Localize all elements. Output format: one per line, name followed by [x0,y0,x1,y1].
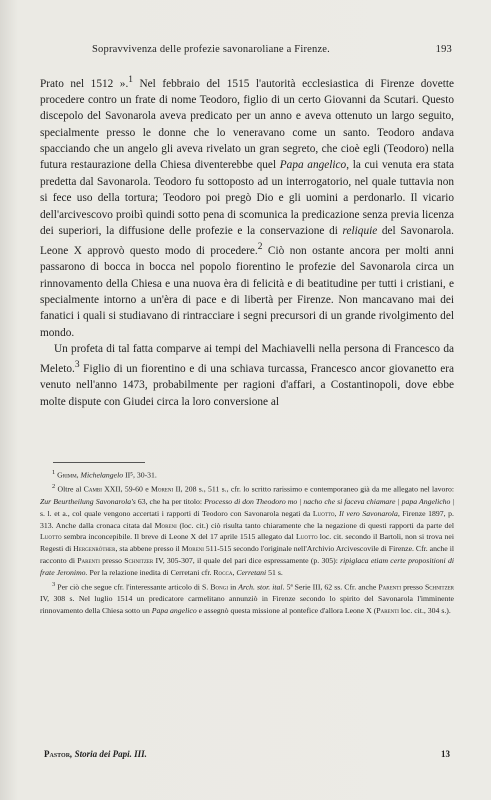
italic-title: Il vero Savonarola [339,508,398,518]
author-name: Parenti [77,556,100,566]
footnote [40,481,454,578]
page-number: 193 [435,44,452,55]
text-run: Per la relazione inedita di Cerretani cfr. [87,567,214,577]
author-name: Moreni [150,485,174,494]
italic-title: Processo di don Theodoro mo | nacho che si faceva chiamare | papa Angelicho [204,496,451,506]
author-name: Luotto [312,508,335,518]
footnote-number: 3 [52,580,56,588]
text-run: sembra inconcepibile. Il breve di Leone X del 17 aprile 1515 allegato dal [61,532,296,542]
text-run: II⁵, 30-31. [123,470,157,480]
text-run: presso [401,582,425,592]
text-run: 5ª Serie III, 62 ss. Cfr. anche [284,582,379,592]
main-text [40,72,454,410]
text-run: loc. cit., 304 s.). [398,606,451,616]
author-name: Moreni [181,544,204,554]
text-run: , [232,567,237,577]
author-name: S. Bongi [202,582,229,592]
text-run: (loc. cit.) ciò risulta tanto chiaramente che la negazione di questi rapporti da parte del [176,520,454,530]
footnote [40,467,454,481]
paragraph [40,72,454,341]
footnote-ref: 3 [74,360,80,371]
text-run: II, 208 s., 511 s., cfr. lo scritto rarissimo e contemporaneo già da me allegato nel lavoro: [173,485,454,494]
text-run: loc. cit. secondo il Bartoli, non si trova nei Regesti di [40,532,454,554]
book-title: , Storia dei Papi. III. [70,749,147,759]
italic-term: Papa angelico [279,159,347,172]
italic-title: Arch. stor. ital. [238,582,285,592]
text-run: IV, 305-307, il quale del pari dice espressamente (p. 305): [153,556,341,566]
author-name: Hergenröther [73,544,116,554]
text-run: del Savonarola. Leone X approvò questo modo di procedere. [40,224,454,257]
source-line [44,749,147,759]
footnote [40,579,454,617]
text-run: Oltre al [55,485,84,494]
footnote-ref: 1 [128,75,133,85]
text-run: in [228,582,239,592]
footnote-ref: 2 [257,242,263,253]
italic-title: Papa angelico [151,606,197,616]
text-run: presso [99,556,125,566]
text-run: Ciò non ostante ancora per molti anni passarono di bocca in bocca nel popolo fiorentino le profezie del Savonarola circa un rinnovamento della Chiesa e una nuova èra di felicità e di beatitudine per tutti i cristiani, e specialmente intorno a un'èra di pace e di libertà per Firenze. Non mancavano mai dei fanatici i quali si studiavano di rintracciare i segni precursori di un grande rivolgimento del mondo. [40,244,454,339]
text-run: , [334,508,340,518]
text-run: 51 s. [266,567,283,577]
text-run: XXII, 59-60 e [101,485,151,494]
text-run: , Firenze 1897, p. 313. Anche dalla cronaca citata dal [40,508,454,530]
author-name: Parenti [376,606,399,616]
paragraph [40,341,454,410]
text-run: Figlio di un fiorentino e di una schiava turcassa, Francesco ancor giovanetto era venuto nell'anno 1473, probabilmente per ragioni d'affari, a Costantinopoli, dove ebbe molte dispute con Giudei circa la loro conversione al [40,363,454,408]
italic-quote: ripiglaca etiam certe propositioni di frate Jeronimo. [40,556,454,577]
author-name: Pastor [44,749,71,759]
italic-title: Michelangelo [80,470,124,480]
footnote-separator [53,462,145,463]
italic-title: Cerretani [236,567,267,577]
text-run: | s. l. et a., col quale vengono accertati i rapporti di Teodoro con Savonarola negati da [40,496,455,518]
author-name: Luotto [296,532,318,542]
italic-term: reliquie [342,224,378,237]
running-title: Sopravvivenza delle profezie savonaroliane a Firenze. [92,44,330,55]
text-run: , [76,470,81,480]
footnotes [40,467,454,617]
author-name: Moreni [154,520,177,530]
text-run: 63, che ha per titolo: [135,496,205,506]
text-run: , la cui venuta era stata predetta dal Savonarola. Teodoro fu sottoposto ad un interrogatorio, nel quale tuttavia non si fece uso della tortura; Teodoro poi pregò Dio e gli uomini a perdonarlo. Il vicario dell'arcivescovo proibì quindi sotto pena di scomunica la predicazione senza previa licenza dei superiori, la diffusione delle profezie e la conservazione di [40,159,454,237]
signature-mark: 13 [441,749,450,759]
text-run: Per ciò che segue cfr. l'interessante articolo di [55,582,203,592]
author-name: Grimm [57,470,77,480]
author-name: Schnitzer [124,556,154,566]
author-name: Parenti [378,582,402,592]
italic-title: Zur Beurtheilung Savonarola's [40,496,136,506]
text-run: 511-515 secondo l'originale nell'Archivio Arcivescovile di Firenze. Cfr. anche il racconto di [40,544,454,566]
text-run: , sta abbene presso il [115,544,182,554]
author-name: Luotto [40,532,62,542]
footnote-number: 1 [52,469,56,476]
text-run: Nel febbraio del 1515 l'autorità ecclesiastica di Firenze dovette procedere contro un frate di nome Teodoro, figlio di un certo Giovanni da Scutari. Questo discepolo del Savonarola aveva predicato per un anno e aveva ottenuto un largo seguito, specialmente presso le donne che lo veneravano come un santo. Teodoro andava spacciando che un angelo gli aveva rivelato un gran segreto, che cioè egli (Teodoro) nella futura restaurazione della Chiesa diventerebbe quel [40,77,454,172]
author-name: Cambi [83,485,102,494]
author-name: Schnitzer [424,582,455,592]
text-run: IV, 308 s. Nel luglio 1514 un predicatore carmelitano annunziò in Firenze secondo lo spirito del Savonarola l'imminente rinnovamento della Chiesa sotto un [40,594,454,616]
text-run: Un profeta di tal fatta comparve ai tempi del Machiavelli nella persona di Francesco da Meleto. [40,343,454,376]
text-run: e assegnò questa missione al pontefice d'allora Leone X ( [196,606,377,616]
author-name: Rocca [213,567,233,577]
text-run: Prato nel 1512 ». [40,77,129,90]
footnote-number: 2 [52,483,56,491]
